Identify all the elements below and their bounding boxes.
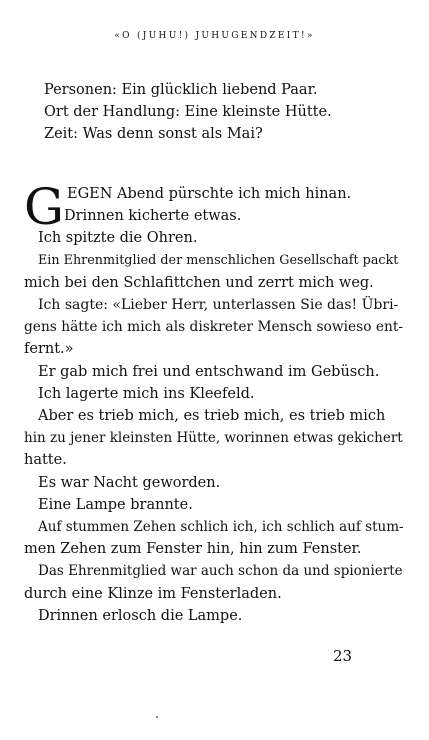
chapter-title: «O (JUHU!) JUHUGENDZEIT!» (114, 31, 315, 41)
text-line: gens hätte ich mich als diskreter Mensch sowieso ent- (24, 319, 404, 336)
text-line: Eine Lampe brannte. (38, 496, 193, 513)
text-line: Aber es trieb mich, es trieb mich, es trieb mich (38, 408, 386, 425)
text-line: hin zu jener kleinsten Hütte, worinnen etwas gekichert (24, 430, 403, 447)
text-line: Ich sagte: «Lieber Herr, unterlassen Sie das! Übri- (38, 297, 399, 314)
cast-line-zeit: Zeit: Was denn sonst als Mai? (44, 126, 263, 142)
text-line: hatte. (24, 452, 67, 469)
text-line: Das Ehrenmitglied war auch schon da und spionierte (38, 563, 403, 580)
text-line: Er gab mich frei und entschwand im Gebüsch. (38, 363, 380, 380)
text-line: Ich spitzte die Ohren. (38, 230, 198, 247)
body-text (24, 178, 404, 627)
text-line: Drinnen kicherte etwas. (64, 208, 242, 225)
cast-list (44, 79, 332, 145)
cast-line-ort: Ort der Handlung: Eine kleinste Hütte. (44, 104, 332, 120)
ink-speck (156, 716, 158, 718)
text-line: durch eine Klinze im Fensterladen. (24, 585, 282, 602)
text-line: Ich lagerte mich ins Kleefeld. (38, 385, 255, 402)
text-line: Auf stummen Zehen schlich ich, ich schlich auf stum- (38, 519, 404, 536)
drop-cap: G (24, 178, 64, 236)
text-line: fernt.» (24, 341, 74, 358)
text-line: Ein Ehrenmitglied der menschlichen Gesellschaft packt (38, 252, 399, 268)
cast-line-personen: Personen: Ein glücklich liebend Paar. (44, 82, 318, 98)
text-line: EGEN Abend pürschte ich mich hinan. (67, 186, 352, 202)
text-line: Es war Nacht geworden. (38, 474, 221, 491)
page-number: 23 (333, 647, 353, 665)
text-line: mich bei den Schlafittchen und zerrt mich weg. (24, 274, 374, 291)
text-line: Drinnen erlosch die Lampe. (38, 607, 243, 624)
text-line: men Zehen zum Fenster hin, hin zum Fenster. (24, 541, 362, 558)
